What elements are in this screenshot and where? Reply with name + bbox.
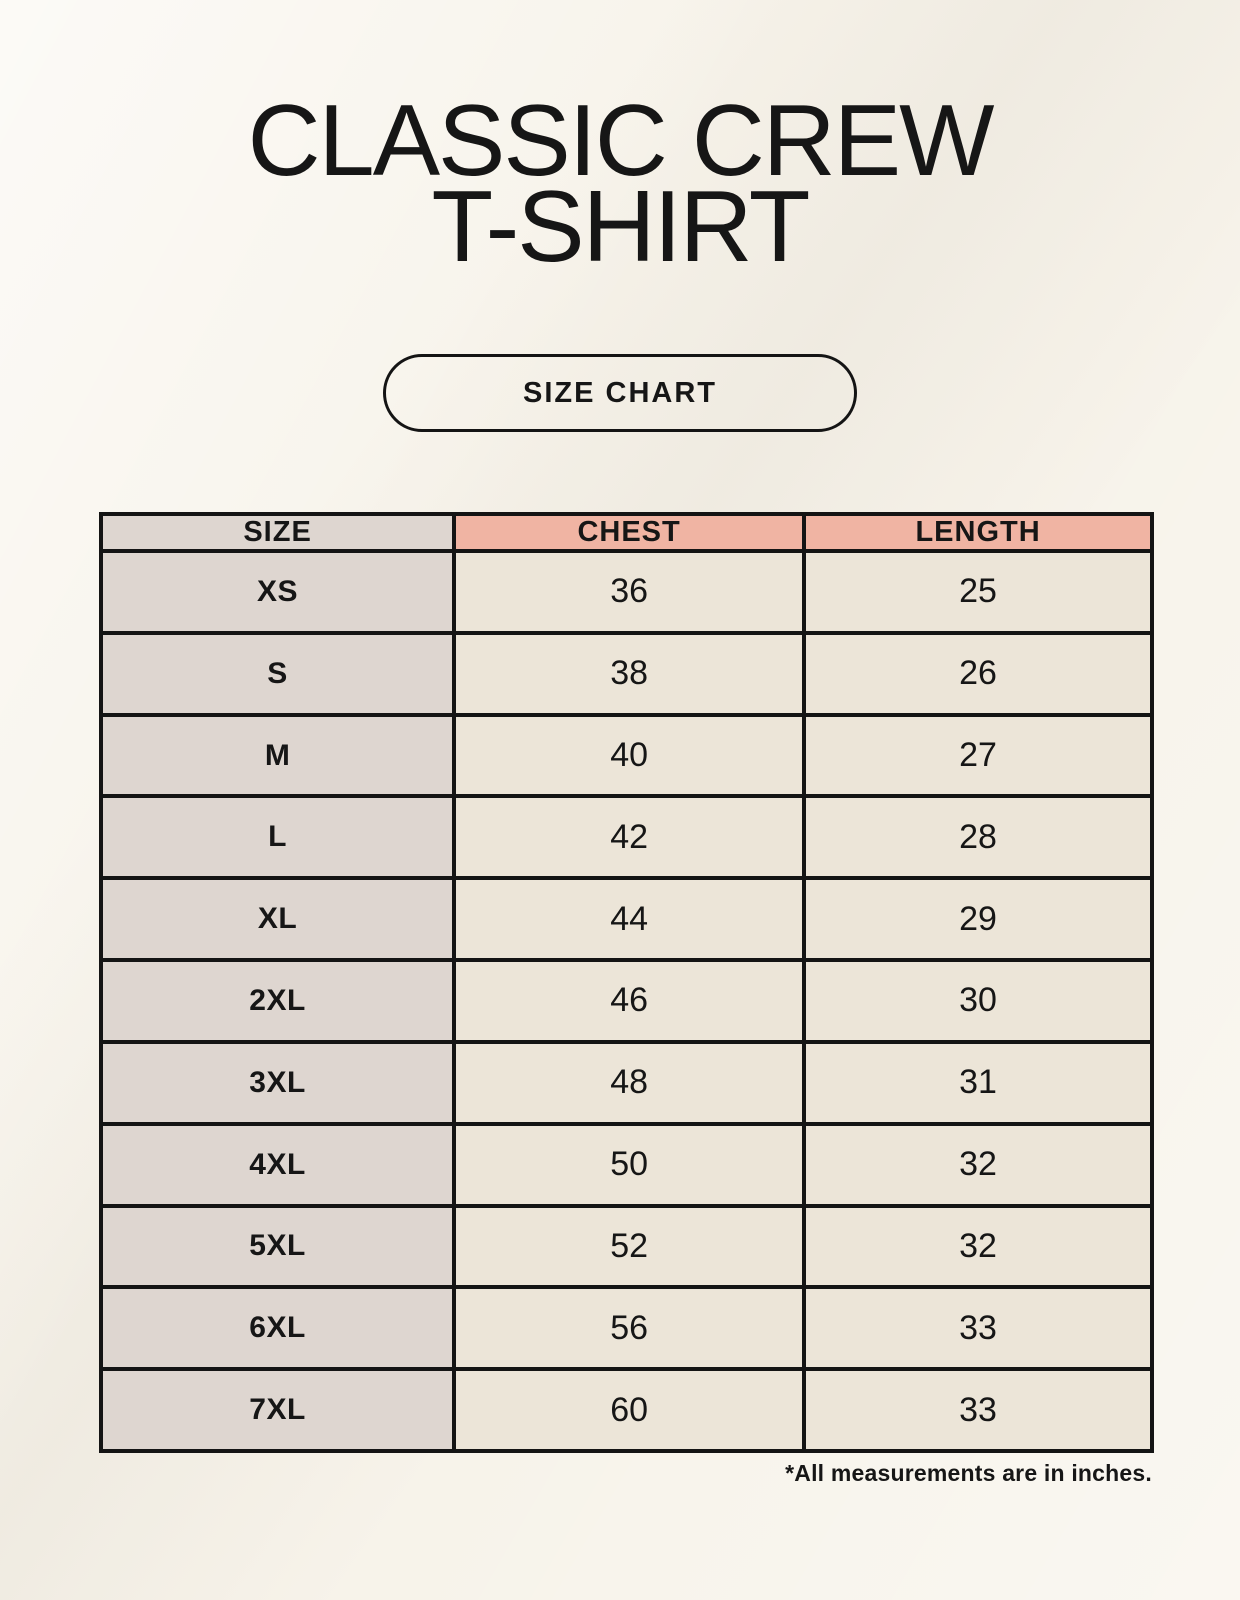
- table-row: [101, 878, 1152, 960]
- size-chart-button[interactable]: [383, 354, 857, 432]
- table-row: [101, 960, 1152, 1042]
- size-cell: 7XL: [101, 1369, 454, 1451]
- size-cell: 3XL: [101, 1042, 454, 1124]
- chest-cell: 44: [454, 878, 804, 960]
- length-cell: 32: [804, 1124, 1152, 1206]
- chest-cell: 40: [454, 715, 804, 797]
- table-row: [101, 715, 1152, 797]
- size-cell: L: [101, 796, 454, 878]
- table-row: [101, 796, 1152, 878]
- length-cell: 27: [804, 715, 1152, 797]
- chest-cell: 48: [454, 1042, 804, 1124]
- column-header-size: SIZE: [101, 514, 454, 551]
- chest-cell: 38: [454, 633, 804, 715]
- page-title-line-2: T-SHIRT: [431, 170, 809, 283]
- chest-cell: 56: [454, 1287, 804, 1369]
- chest-cell: 52: [454, 1206, 804, 1288]
- length-cell: 31: [804, 1042, 1152, 1124]
- size-chart-button-label: SIZE CHART: [523, 376, 717, 409]
- page-title: [0, 85, 1240, 283]
- size-cell: 6XL: [101, 1287, 454, 1369]
- table-row: [101, 551, 1152, 633]
- length-cell: 26: [804, 633, 1152, 715]
- length-cell: 29: [804, 878, 1152, 960]
- table-row: [101, 1369, 1152, 1451]
- column-header-chest: CHEST: [454, 514, 804, 551]
- size-cell: 5XL: [101, 1206, 454, 1288]
- length-cell: 30: [804, 960, 1152, 1042]
- table-row: [101, 1287, 1152, 1369]
- length-cell: 32: [804, 1206, 1152, 1288]
- size-cell: 4XL: [101, 1124, 454, 1206]
- size-cell: XS: [101, 551, 454, 633]
- measurements-footnote: *All measurements are in inches.: [785, 1460, 1152, 1486]
- table-row: [101, 1124, 1152, 1206]
- size-cell: XL: [101, 878, 454, 960]
- size-cell: M: [101, 715, 454, 797]
- size-cell: 2XL: [101, 960, 454, 1042]
- table-header-row: [101, 514, 1152, 551]
- size-cell: S: [101, 633, 454, 715]
- page-title-line-1: CLASSIC CREW: [247, 85, 993, 197]
- length-cell: 28: [804, 796, 1152, 878]
- length-cell: 25: [804, 551, 1152, 633]
- table-row: [101, 1206, 1152, 1288]
- chest-cell: 50: [454, 1124, 804, 1206]
- length-cell: 33: [804, 1369, 1152, 1451]
- size-table: [99, 512, 1154, 1453]
- chest-cell: 42: [454, 796, 804, 878]
- length-cell: 33: [804, 1287, 1152, 1369]
- chest-cell: 46: [454, 960, 804, 1042]
- table-row: [101, 1042, 1152, 1124]
- chest-cell: 36: [454, 551, 804, 633]
- column-header-length: LENGTH: [804, 514, 1152, 551]
- chest-cell: 60: [454, 1369, 804, 1451]
- table-row: [101, 633, 1152, 715]
